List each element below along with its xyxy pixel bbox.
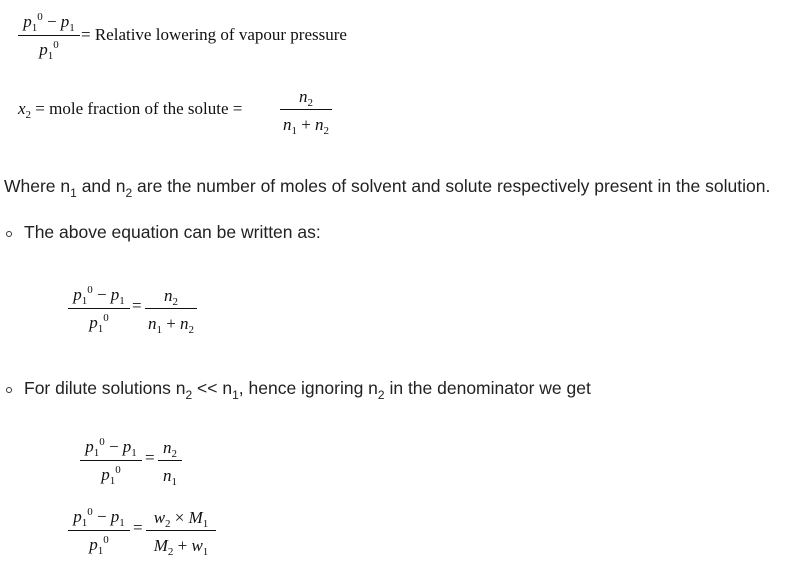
eq1-label: = Relative lowering of vapour pressure	[81, 25, 347, 44]
eq2-denominator: $n_1 + n_2$	[282, 115, 330, 137]
eq5-lhs-bar	[68, 530, 130, 531]
eq4-lhs-bar	[80, 460, 142, 461]
eq3-rhs-numerator: $n_2$	[164, 286, 178, 308]
eq1-denominator: $p_1^0$	[39, 39, 59, 62]
eq4-rhs-bar	[158, 460, 182, 461]
eq2-lhs: $x_2$ = mole fraction of the solute =	[18, 99, 243, 121]
eq4-rhs-numerator: $n_2$	[163, 438, 177, 460]
eq2-fraction	[280, 87, 332, 139]
eq4-lhs-fraction	[80, 435, 142, 487]
eq5-lhs-fraction	[68, 505, 130, 557]
eq5-rhs-bar	[146, 530, 216, 531]
eq5-rhs-fraction	[146, 508, 216, 560]
eq2-fraction-bar	[280, 109, 332, 110]
eq5-equals: =	[133, 518, 143, 537]
eq5-rhs-denominator: $M_2 + w_1$	[153, 536, 209, 558]
eq3-lhs-numerator: $p_1^0 - p_1$	[73, 284, 125, 307]
eq3-lhs-fraction	[68, 283, 130, 335]
eq3-lhs-denominator: $p_1^0$	[89, 312, 109, 335]
eq2-numerator: $n_2$	[299, 87, 313, 109]
eq3-rhs-bar	[145, 308, 197, 309]
eq4-equals: =	[145, 448, 155, 467]
eq4-rhs-fraction	[158, 438, 182, 490]
eq1-fraction	[18, 10, 80, 62]
eq5-lhs-numerator: $p_1^0 - p_1$	[73, 506, 125, 529]
bullet-icon	[6, 231, 12, 237]
eq3-rhs-fraction	[145, 286, 197, 338]
bullet1-text: The above equation can be written as:	[24, 222, 321, 242]
bullet-icon	[6, 387, 12, 393]
eq4-lhs-denominator: $p_1^0$	[101, 464, 121, 487]
eq5-rhs-numerator: $w_2 \times M_1$	[153, 508, 209, 530]
eq1-fraction-bar	[18, 35, 80, 36]
eq3-rhs-denominator: $n_1 + n_2$	[147, 314, 195, 336]
eq5-lhs-denominator: $p_1^0$	[89, 534, 109, 557]
eq3-lhs-bar	[68, 308, 130, 309]
eq4-rhs-denominator: $n_1$	[163, 466, 177, 488]
eq1-numerator: $p_1^0 - p_1$	[23, 11, 75, 34]
eq4-lhs-numerator: $p_1^0 - p_1$	[85, 436, 137, 459]
eq3-equals: =	[132, 296, 142, 315]
explanation-paragraph: Where $n_1$ and $n_2$ are the number of moles of solvent and solute respectively present in the solution.	[4, 176, 771, 200]
bullet2-text: For dilute solutions $n_2 << n_1$, hence ignoring $n_2$ in the denominator we get	[24, 378, 591, 402]
